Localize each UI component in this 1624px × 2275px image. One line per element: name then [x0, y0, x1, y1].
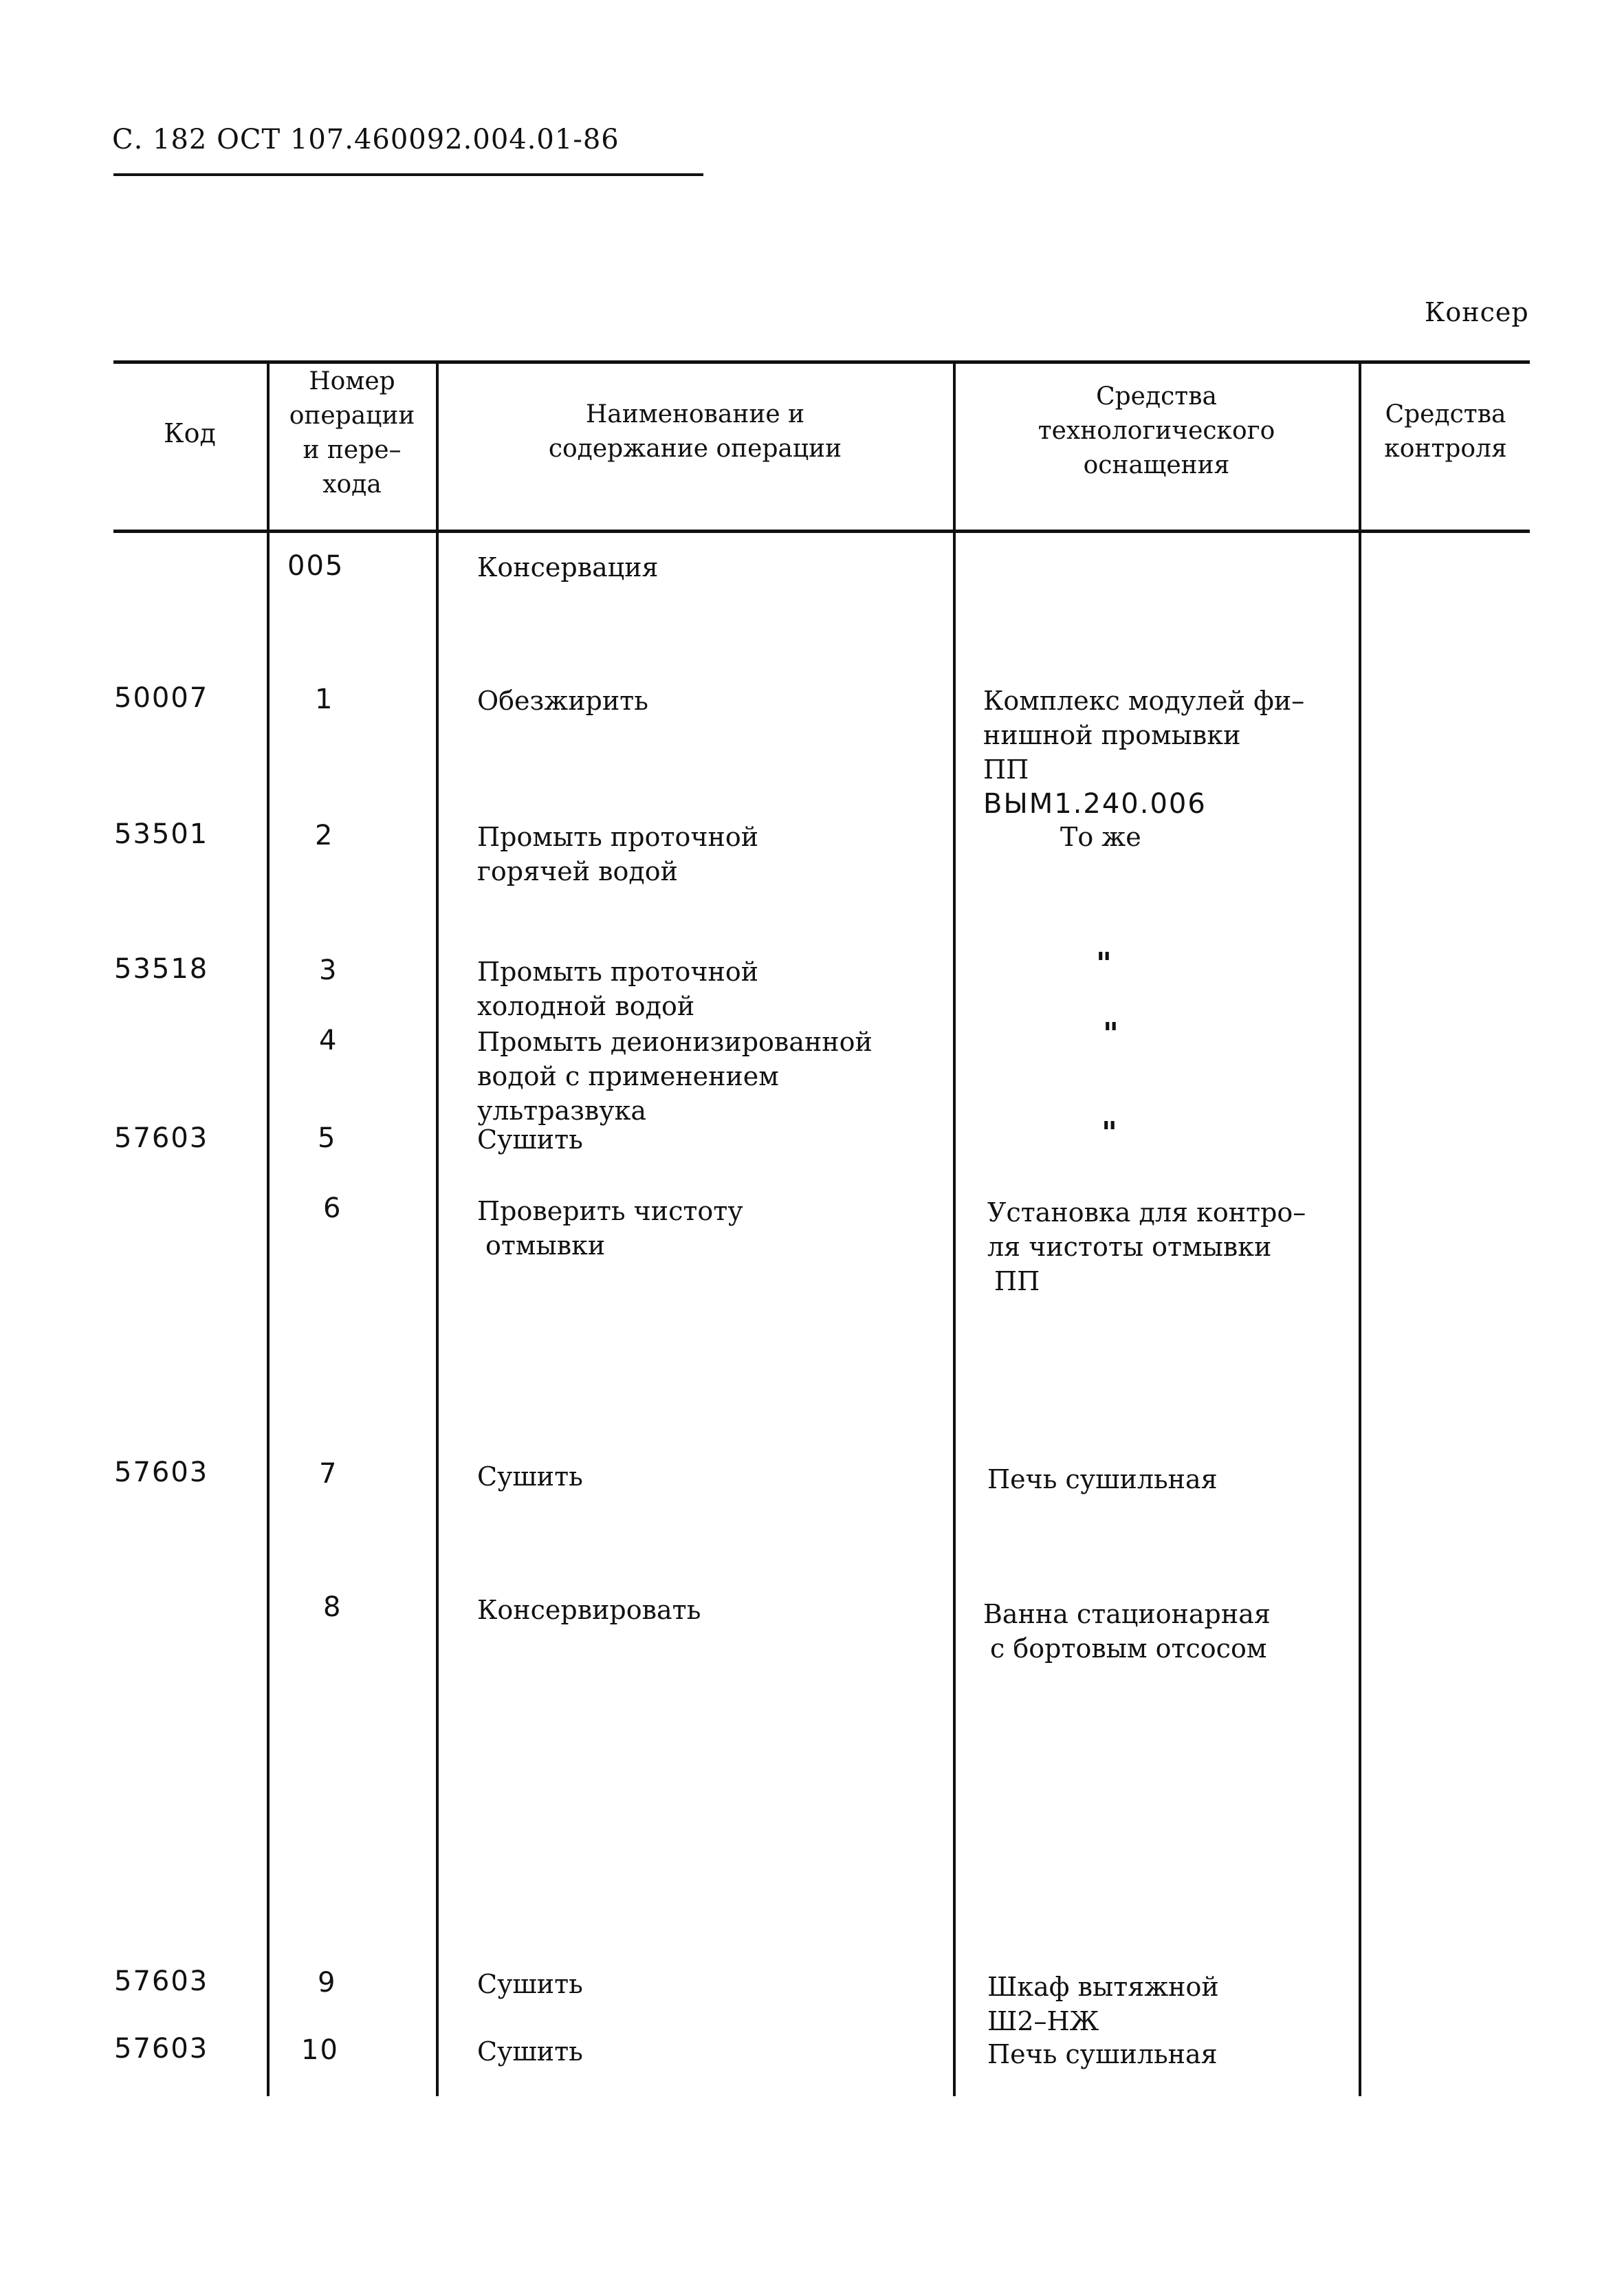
row-equipment-line: ПП	[983, 754, 1029, 785]
row-code: 50007	[114, 682, 209, 714]
row-number: 10	[301, 2034, 339, 2066]
table-header-rule	[113, 530, 1530, 533]
table-top-rule	[113, 360, 1530, 364]
row-code: 53501	[114, 818, 209, 850]
row-operation-line: Промыть проточной	[477, 957, 759, 987]
row-operation: Сушить	[477, 1461, 583, 1492]
row-equipment-line: нишной промывки	[983, 720, 1241, 750]
row-operation-line: Проверить чистоту	[477, 1196, 743, 1226]
row-operation	[477, 955, 758, 1023]
row-equipment: Печь сушильная	[987, 2039, 1218, 2069]
row-number: 1	[315, 684, 334, 715]
header-name	[439, 398, 952, 466]
row-equipment: Печь сушильная	[987, 1464, 1218, 1494]
header-name-line: Наименование и	[585, 400, 805, 428]
row-operation-line: ультразвука	[477, 1096, 647, 1126]
row-operation	[477, 1194, 743, 1263]
row-number: 3	[319, 955, 338, 986]
row-equipment-line: ПП	[994, 1266, 1040, 1296]
row-operation	[477, 820, 758, 889]
row-number: 7	[319, 1458, 338, 1490]
row-operation-line: Промыть проточной	[477, 822, 759, 852]
row-code: 57603	[114, 2033, 209, 2065]
header-number-line: операции	[289, 402, 415, 430]
col-divider-3	[953, 363, 956, 2096]
row-operation-line: горячей водой	[477, 856, 678, 886]
title-underline	[113, 173, 703, 176]
row-operation-line: водой с применением	[477, 1061, 779, 1091]
row-number: 4	[319, 1025, 338, 1056]
header-number-line: хода	[322, 470, 382, 499]
row-operation: Сушить	[477, 1969, 583, 1999]
row-number: 6	[323, 1193, 342, 1224]
row-equipment-line: Установка для контро–	[987, 1197, 1306, 1228]
row-operation-line: Промыть деионизированной	[477, 1027, 873, 1057]
row-equipment	[983, 684, 1304, 821]
ditto-mark: "	[1096, 946, 1112, 981]
header-control	[1361, 398, 1530, 466]
header-control-line: контроля	[1384, 435, 1507, 463]
ditto-mark: "	[1101, 1115, 1117, 1151]
row-code: 57603	[114, 1966, 209, 1997]
row-equipment-line: Ванна стационарная	[983, 1599, 1271, 1629]
header-number	[270, 364, 435, 502]
row-operation: Консервировать	[477, 1595, 701, 1625]
row-operation: Сушить	[477, 1124, 583, 1155]
page-title: С. 182 ОСТ 107.460092.004.01-86	[112, 124, 619, 155]
ditto-mark: "	[1103, 1016, 1119, 1052]
row-number: 005	[287, 550, 344, 582]
header-name-line: содержание операции	[548, 435, 842, 463]
header-number-line: и пере–	[303, 436, 402, 464]
col-divider-2	[436, 363, 439, 2096]
header-equipment-line: Средства	[1096, 382, 1217, 411]
continued-title: Консер	[1425, 297, 1529, 327]
row-equipment-line: Шкаф вытяжной	[987, 1972, 1219, 2002]
row-number: 9	[318, 1967, 337, 1999]
row-equipment-line: с бортовым отсосом	[990, 1633, 1267, 1664]
header-equipment-line: технологического	[1038, 417, 1275, 445]
row-code: 57603	[114, 1457, 209, 1488]
row-equipment-line: Комплекс модулей фи–	[983, 686, 1305, 716]
row-number: 2	[315, 820, 334, 851]
row-number: 5	[318, 1122, 337, 1154]
row-operation-line: холодной водой	[477, 991, 695, 1021]
header-code: Код	[164, 418, 216, 448]
row-number: 8	[323, 1591, 342, 1623]
header-equipment-line: оснащения	[1083, 451, 1230, 479]
row-equipment	[987, 1970, 1219, 2038]
row-code: 53518	[114, 953, 209, 985]
row-equipment	[983, 1597, 1271, 1666]
row-operation: Обезжирить	[477, 686, 648, 716]
header-control-line: Средства	[1385, 400, 1506, 428]
row-operation: Консервация	[477, 552, 659, 583]
row-equipment-line: ля чистоты отмывки	[987, 1232, 1272, 1262]
row-equipment-line: ВЫМ1.240.006	[983, 788, 1207, 820]
col-divider-1	[267, 363, 270, 2096]
row-code: 57603	[114, 1122, 209, 1154]
header-equipment	[956, 380, 1357, 483]
row-equipment	[987, 1195, 1306, 1298]
row-operation-line: отмывки	[485, 1230, 606, 1261]
row-operation: Сушить	[477, 2036, 583, 2067]
row-operation	[477, 1025, 873, 1128]
col-divider-4	[1359, 363, 1361, 2096]
row-equipment-line: Ш2–НЖ	[987, 2006, 1099, 2036]
header-number-line: Номер	[309, 367, 395, 395]
row-equipment: То же	[1060, 822, 1141, 852]
